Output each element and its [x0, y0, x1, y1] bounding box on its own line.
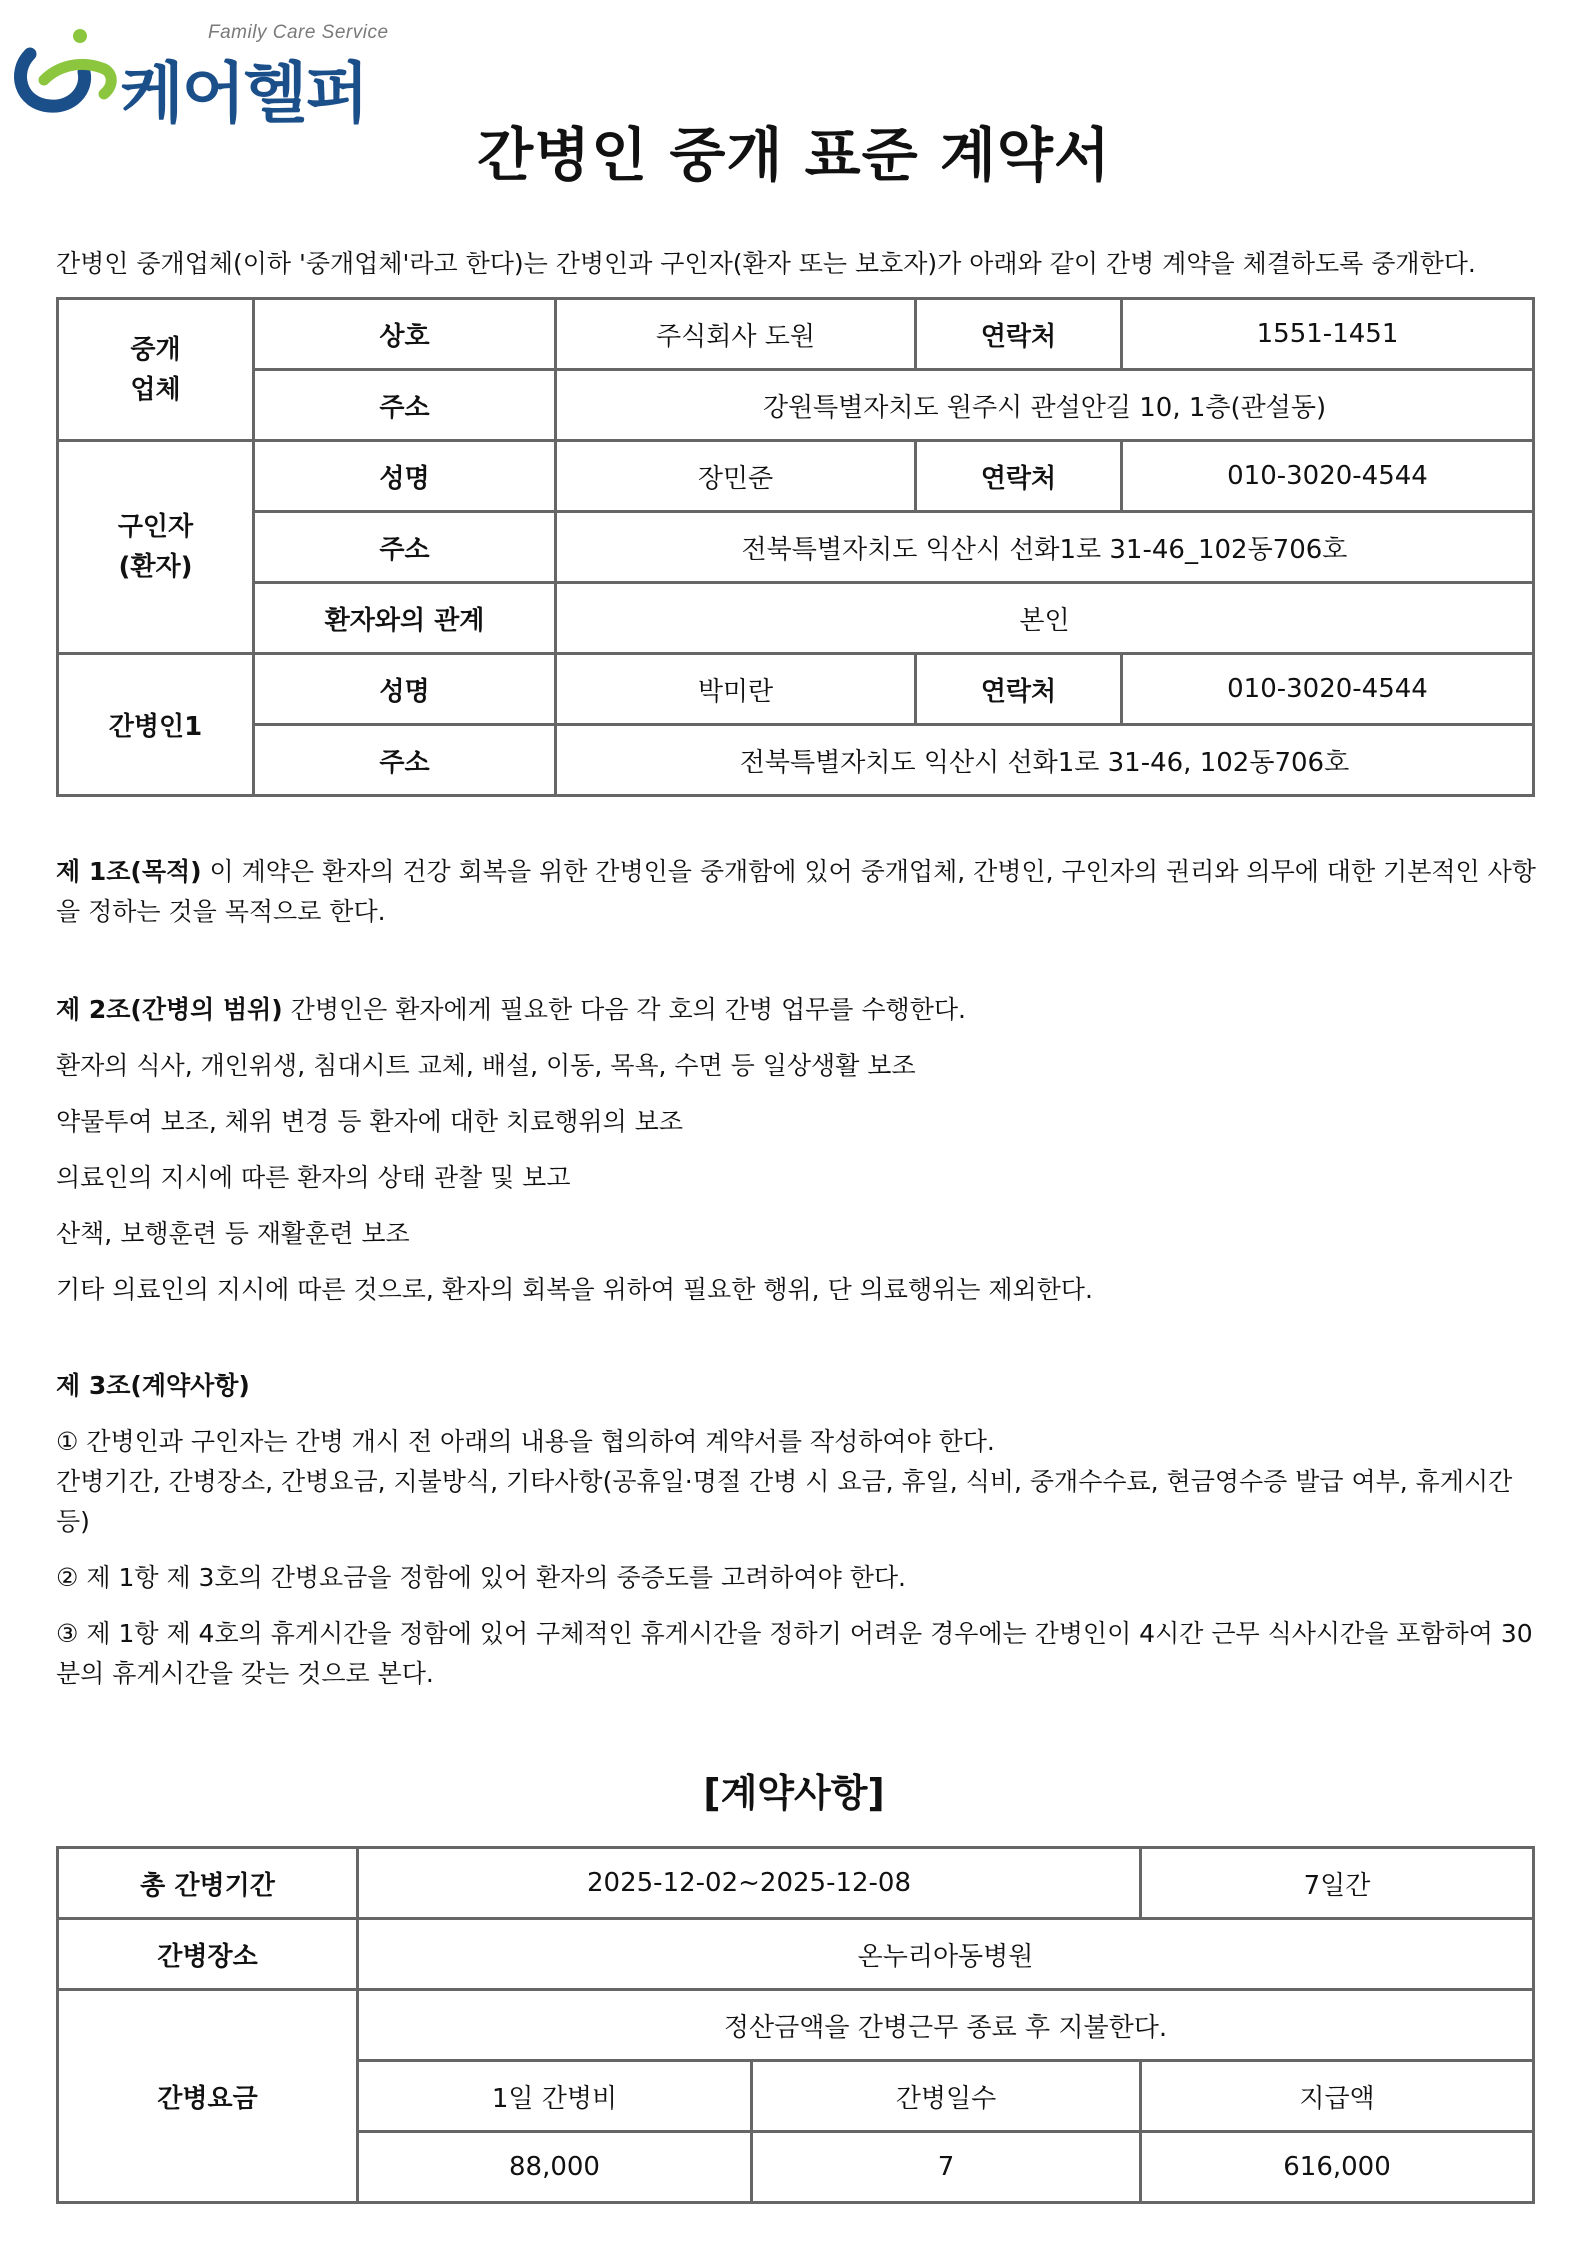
place-value: 온누리아동병원 [358, 1919, 1534, 1990]
agency-header-line: 중개 [130, 334, 181, 365]
caregiver-address: 전북특별자치도 익산시 선화1로 31-46, 102동706호 [556, 725, 1534, 796]
client-relation: 본인 [556, 583, 1534, 654]
caregiver-header: 간병인1 [58, 654, 254, 796]
agency-header [58, 299, 254, 441]
fee-note: 정산금액을 간병근무 종료 후 지불한다. [358, 1990, 1534, 2061]
period-days: 7일간 [1141, 1848, 1534, 1919]
agency-contact-label: 연락처 [916, 299, 1122, 370]
intro-text: 간병인 중개업체(이하 '중개업체'라고 한다)는 간병인과 구인자(환자 또는 보호자)가 아래와 같이 간병 계약을 체결하도록 중개한다. [56, 249, 1476, 278]
article-1-heading: 제 1조(목적) [56, 857, 202, 886]
period-label: 총 간병기간 [58, 1848, 358, 1919]
article-3-para-1: ① 간병인과 구인자는 간병 개시 전 아래의 내용을 협의하여 계약서를 작성하여야 한다. [56, 1427, 995, 1456]
client-contact-label: 연락처 [916, 441, 1122, 512]
table-row [58, 370, 1534, 441]
agency-name: 주식회사 도원 [556, 299, 916, 370]
list-item: 산책, 보행훈련 등 재활훈련 보조 [56, 1219, 410, 1248]
client-header [58, 441, 254, 654]
amount-value: 616,000 [1141, 2132, 1534, 2203]
fee-label: 간병요금 [58, 1990, 358, 2203]
table-row [58, 441, 1534, 512]
article-1-text: 이 계약은 환자의 건강 회복을 위한 간병인을 중개함에 있어 중개업체, 간병인, 구인자의 권리와 의무에 대한 기본적인 사항을 정하는 것을 목적으로 한다. [56, 857, 1536, 926]
article-3-para-3: ③ 제 1항 제 4호의 휴게시간을 정함에 있어 구체적인 휴게시간을 정하기 어려운 경우에는 간병인이 4시간 근무 식사시간을 포함하여 30분의 휴게시간을 갖는 것으로 본다. [56, 1619, 1533, 1688]
days-label: 간병일수 [752, 2061, 1141, 2132]
article-3-heading [56, 1366, 1538, 1406]
client-contact: 010-3020-4544 [1122, 441, 1534, 512]
caregiver-name-label: 성명 [254, 654, 556, 725]
caregiver-name: 박미란 [556, 654, 916, 725]
table-row [58, 299, 1534, 370]
client-name-label: 성명 [254, 441, 556, 512]
agency-contact: 1551-1451 [1122, 299, 1534, 370]
days-value: 7 [752, 2132, 1141, 2203]
client-name: 장민준 [556, 441, 916, 512]
document-title: 간병인 중개 표준 계약서 [477, 121, 1111, 189]
caregiver-address-label: 주소 [254, 725, 556, 796]
logo-name: 케어헬퍼 [120, 55, 368, 132]
article-3-para-1b: 간병기간, 간병장소, 간병요금, 지불방식, 기타사항(공휴일·명절 간병 시 요금, 휴일, 식비, 중개수수료, 현금영수증 발급 여부, 휴게시간 등) [56, 1467, 1513, 1536]
client-address: 전북특별자치도 익산시 선화1로 31-46_102동706호 [556, 512, 1534, 583]
caregiver-contact-label: 연락처 [916, 654, 1122, 725]
list-item: 기타 의료인의 지시에 따른 것으로, 환자의 회복을 위하여 필요한 행위, 단 의료행위는 제외한다. [56, 1275, 1093, 1304]
parties-table [56, 297, 1535, 797]
client-address-label: 주소 [254, 512, 556, 583]
article-1 [56, 852, 1538, 932]
table-row [58, 512, 1534, 583]
list-item: 환자의 식사, 개인위생, 침대시트 교체, 배설, 이동, 목욕, 수면 등 일상생활 보조 [56, 1051, 916, 1080]
list-item: 의료인의 지시에 따른 환자의 상태 관찰 및 보고 [56, 1163, 571, 1192]
article-2-heading: 제 2조(간병의 범위) [56, 995, 283, 1024]
table-row [58, 583, 1534, 654]
agency-address-label: 주소 [254, 370, 556, 441]
table-row [58, 654, 1534, 725]
logo [10, 22, 410, 132]
client-header-line: (환자) [118, 552, 193, 582]
contract-section-title: [계약사항] [703, 1771, 885, 1815]
article-2-text: 간병인은 환자에게 필요한 다음 각 호의 간병 업무를 수행한다. [282, 995, 966, 1024]
logo-subtitle: Family Care Service [208, 22, 389, 43]
table-row [58, 1990, 1534, 2061]
agency-name-label: 상호 [254, 299, 556, 370]
table-row [58, 1919, 1534, 1990]
table-row [58, 725, 1534, 796]
article-3-para-2: ② 제 1항 제 3호의 간병요금을 정함에 있어 환자의 중증도를 고려하여야 한다. [56, 1563, 906, 1592]
table-row [58, 1848, 1534, 1919]
list-item: 약물투여 보조, 체위 변경 등 환자에 대한 치료행위의 보조 [56, 1107, 683, 1136]
agency-header-line: 업체 [130, 374, 181, 405]
period-value: 2025-12-02~2025-12-08 [358, 1848, 1141, 1919]
client-header-line: 구인자 [117, 512, 194, 542]
contract-table [56, 1846, 1535, 2204]
daily-fee-label: 1일 간병비 [358, 2061, 752, 2132]
caregiver-contact: 010-3020-4544 [1122, 654, 1534, 725]
agency-address: 강원특별자치도 원주시 관설안길 10, 1층(관설동) [556, 370, 1534, 441]
article-2 [56, 990, 1538, 1030]
daily-fee-value: 88,000 [358, 2132, 752, 2203]
logo-mark-icon [10, 24, 118, 116]
amount-label: 지급액 [1141, 2061, 1534, 2132]
article-3-heading-text: 제 3조(계약사항) [56, 1371, 250, 1400]
client-relation-label: 환자와의 관계 [254, 583, 556, 654]
place-label: 간병장소 [58, 1919, 358, 1990]
